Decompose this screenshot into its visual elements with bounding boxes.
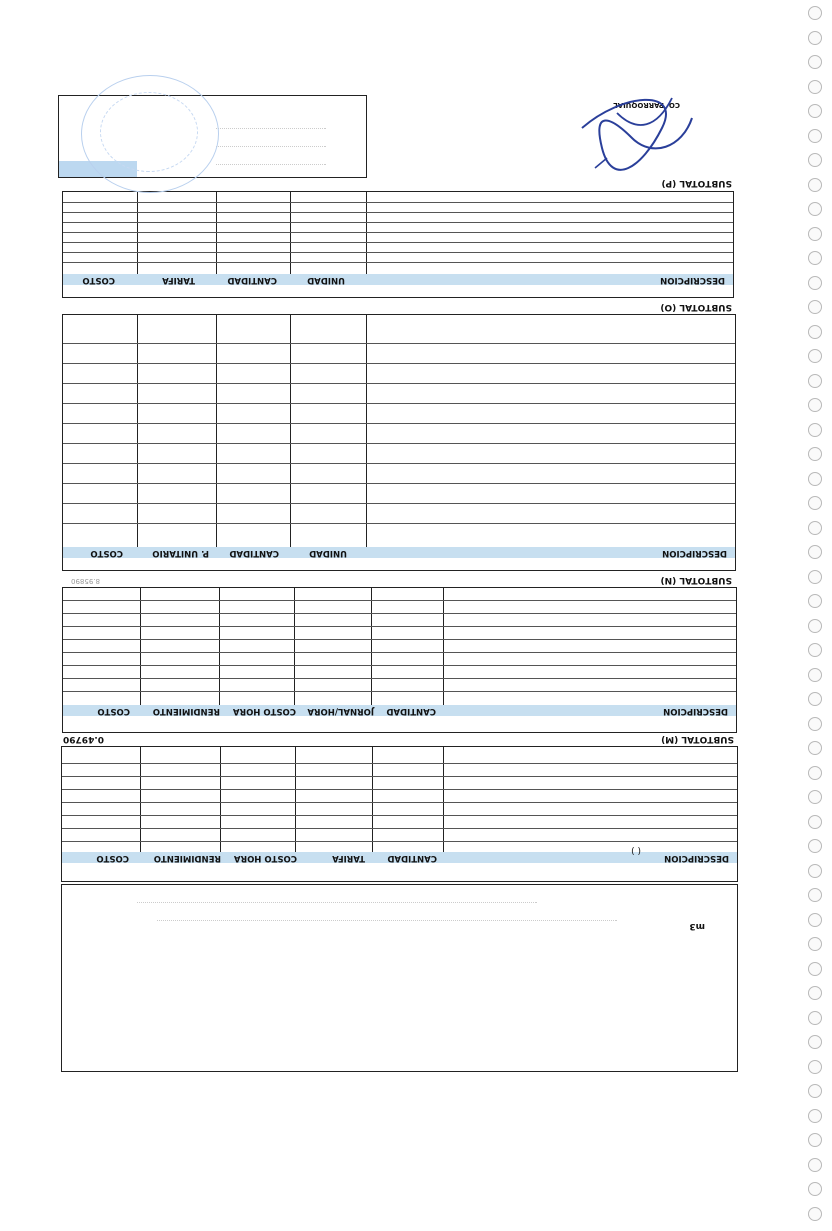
- transport-col-cost: COSTO: [82, 275, 115, 285]
- binding-ring: [808, 521, 822, 535]
- row-line: [63, 600, 736, 601]
- binding-ring: [808, 1084, 822, 1098]
- transport-col-quantity: CANTIDAD: [227, 275, 277, 285]
- binding-ring: [808, 325, 822, 339]
- row-line: [62, 815, 737, 816]
- labor-col-quantity: CANTIDAD: [386, 706, 436, 716]
- column-divider: [140, 746, 141, 852]
- binding-ring: [808, 986, 822, 1000]
- binding-ring: [808, 153, 822, 167]
- equipment-col-hour-cost: COSTO HORA: [233, 853, 297, 863]
- column-divider: [294, 587, 295, 705]
- labor-subtotal-value: 8.95890: [71, 577, 100, 585]
- faint-text-line: [216, 146, 326, 147]
- binding-ring: [808, 594, 822, 608]
- materials-col-cost: COSTO: [90, 548, 123, 558]
- row-line: [63, 443, 735, 444]
- binding-ring: [808, 643, 822, 657]
- binding-ring: [808, 1011, 822, 1025]
- labor-col-cost: COSTO: [97, 706, 130, 716]
- row-line: [63, 232, 733, 233]
- column-divider: [366, 314, 367, 547]
- parish-seal: [81, 75, 219, 193]
- column-divider: [372, 746, 373, 852]
- materials-header-row: [63, 547, 735, 558]
- binding-ring: [808, 937, 822, 951]
- row-line: [63, 665, 736, 666]
- binding-ring: [808, 55, 822, 69]
- binding-ring: [808, 1158, 822, 1172]
- binding-ring: [808, 717, 822, 731]
- column-divider: [295, 746, 296, 852]
- equipment-col-quantity: CANTIDAD: [387, 853, 437, 863]
- seal-parish-label: PARROQUIAL: [613, 101, 664, 109]
- equipment-table: [61, 746, 738, 882]
- row-line: [63, 202, 733, 203]
- binding-ring: [808, 251, 822, 265]
- equipment-col-rate: TARIFA: [332, 853, 365, 863]
- seal-prefix-label: CO: [668, 101, 680, 109]
- row-line: [63, 463, 735, 464]
- binding-ring: [808, 349, 822, 363]
- equipment-col-yield: RENDIMIENTO: [153, 853, 221, 863]
- row-line: [62, 776, 737, 777]
- transport-col-rate: TARIFA: [162, 275, 195, 285]
- equipment-subtotal-label: SUBTOTAL (M): [661, 734, 734, 744]
- row-line: [63, 691, 736, 692]
- binding-ring: [808, 300, 822, 314]
- row-line: [62, 802, 737, 803]
- unit-label: m3: [689, 921, 705, 931]
- binding-ring: [808, 129, 822, 143]
- transport-header-row: [63, 274, 733, 285]
- materials-col-unit-price: P. UNITARIO: [152, 548, 209, 558]
- equipment-parenthesis-note: ( ): [631, 845, 641, 855]
- transport-col-description: DESCRIPCION: [660, 275, 725, 285]
- binding-ring: [808, 888, 822, 902]
- spiral-binding: [806, 6, 826, 1231]
- binding-ring: [808, 1182, 822, 1196]
- binding-ring: [808, 374, 822, 388]
- binding-ring: [808, 545, 822, 559]
- labor-col-wage: JORNAL/HORA: [307, 706, 374, 716]
- labor-col-description: DESCRIPCION: [663, 706, 728, 716]
- transport-col-unit: UNIDAD: [307, 275, 345, 285]
- labor-col-hour-cost: COSTO HORA: [232, 706, 296, 716]
- materials-col-quantity: CANTIDAD: [229, 548, 279, 558]
- column-divider: [220, 746, 221, 852]
- binding-ring: [808, 31, 822, 45]
- binding-ring: [808, 447, 822, 461]
- row-line: [62, 763, 737, 764]
- binding-ring: [808, 668, 822, 682]
- column-divider: [140, 587, 141, 705]
- row-line: [63, 363, 735, 364]
- row-line: [63, 678, 736, 679]
- row-line: [63, 613, 736, 614]
- binding-ring: [808, 472, 822, 486]
- row-line: [63, 523, 735, 524]
- equipment-subtotal-value: 0.49790: [63, 734, 104, 744]
- binding-ring: [808, 202, 822, 216]
- transport-table: [62, 191, 734, 298]
- column-divider: [216, 314, 217, 547]
- binding-ring: [808, 1035, 822, 1049]
- column-divider: [443, 587, 444, 705]
- row-line: [62, 789, 737, 790]
- binding-ring: [808, 839, 822, 853]
- header-box: [61, 884, 738, 1072]
- labor-header-row: [63, 705, 736, 716]
- row-line: [63, 262, 733, 263]
- binding-ring: [808, 766, 822, 780]
- materials-col-description: DESCRIPCION: [662, 548, 727, 558]
- binding-ring: [808, 864, 822, 878]
- row-line: [63, 403, 735, 404]
- column-divider: [290, 314, 291, 547]
- binding-ring: [808, 104, 822, 118]
- materials-subtotal-label: SUBTOTAL (O): [660, 302, 732, 312]
- faint-text-line: [137, 900, 537, 903]
- row-line: [63, 626, 736, 627]
- labor-col-yield: RENDIMIENTO: [152, 706, 220, 716]
- row-line: [63, 503, 735, 504]
- binding-ring: [808, 398, 822, 412]
- binding-ring: [808, 741, 822, 755]
- row-line: [62, 828, 737, 829]
- transport-subtotal-label: SUBTOTAL (P): [661, 178, 732, 188]
- equipment-col-cost: COSTO: [96, 853, 129, 863]
- column-divider: [219, 587, 220, 705]
- binding-ring: [808, 815, 822, 829]
- row-line: [63, 483, 735, 484]
- binding-ring: [808, 178, 822, 192]
- binding-ring: [808, 1133, 822, 1147]
- row-line: [63, 252, 733, 253]
- binding-ring: [808, 962, 822, 976]
- binding-ring: [808, 6, 822, 20]
- row-line: [63, 423, 735, 424]
- column-divider: [443, 746, 444, 852]
- binding-ring: [808, 496, 822, 510]
- row-line: [62, 841, 737, 842]
- row-line: [63, 652, 736, 653]
- signature: [562, 78, 712, 188]
- binding-ring: [808, 1060, 822, 1074]
- binding-ring: [808, 692, 822, 706]
- faint-text-line: [157, 918, 617, 921]
- column-divider: [137, 314, 138, 547]
- column-divider: [371, 587, 372, 705]
- binding-ring: [808, 619, 822, 633]
- seal-inner-ring: [100, 92, 198, 172]
- labor-table: [62, 587, 737, 733]
- row-line: [63, 242, 733, 243]
- equipment-col-description: DESCRIPCION: [664, 853, 729, 863]
- row-line: [63, 343, 735, 344]
- binding-ring: [808, 276, 822, 290]
- binding-ring: [808, 790, 822, 804]
- row-line: [63, 212, 733, 213]
- labor-subtotal-label: SUBTOTAL (N): [660, 575, 732, 585]
- materials-table: [62, 314, 736, 571]
- binding-ring: [808, 913, 822, 927]
- binding-ring: [808, 570, 822, 584]
- binding-ring: [808, 1207, 822, 1221]
- row-line: [63, 222, 733, 223]
- row-line: [63, 383, 735, 384]
- binding-ring: [808, 423, 822, 437]
- faint-text-line: [216, 128, 326, 129]
- row-line: [63, 639, 736, 640]
- binding-ring: [808, 80, 822, 94]
- binding-ring: [808, 1109, 822, 1123]
- binding-ring: [808, 227, 822, 241]
- materials-col-unit: UNIDAD: [309, 548, 347, 558]
- faint-text-line: [216, 164, 326, 165]
